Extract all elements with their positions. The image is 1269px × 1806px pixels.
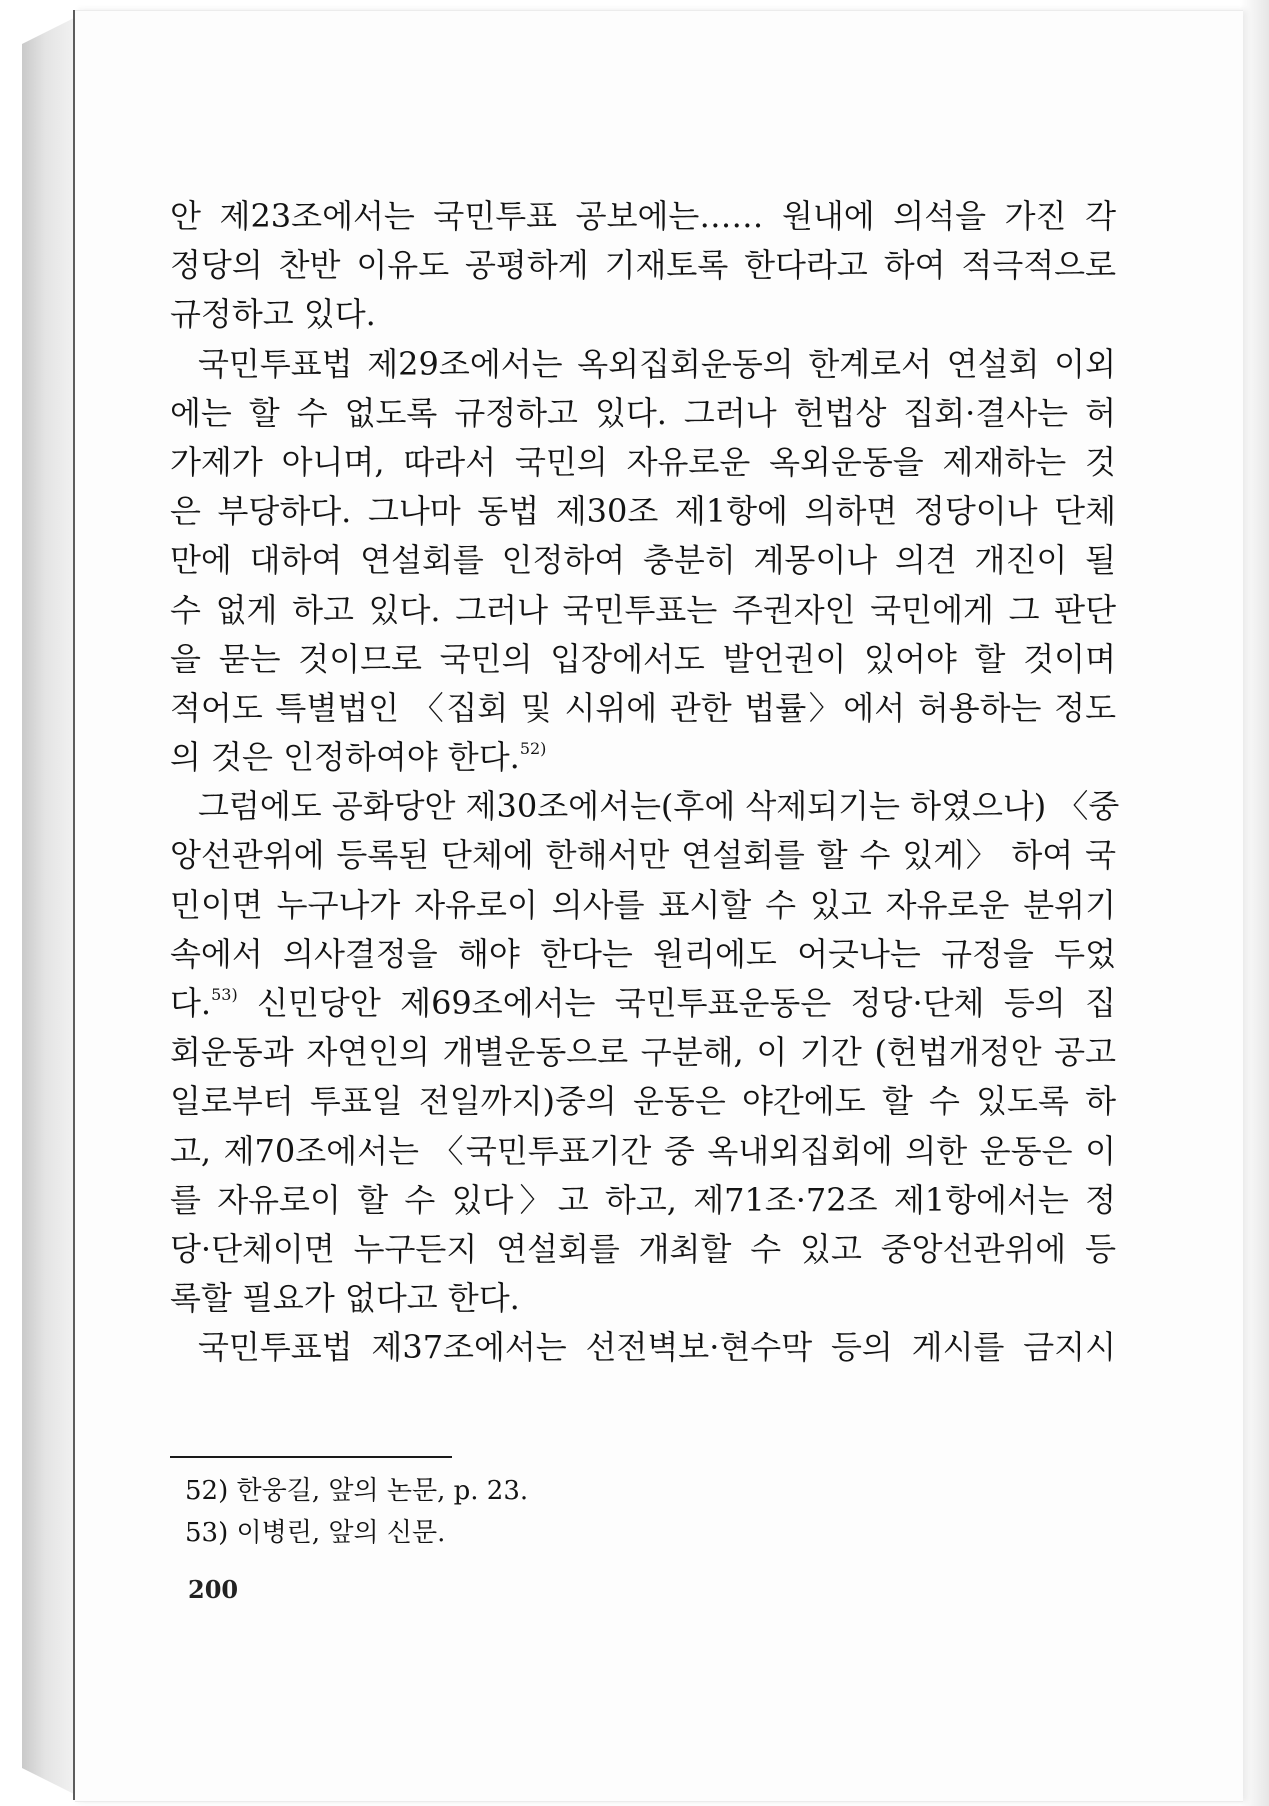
text-line-content: 수 없게 하고 있다. 그러나 국민투표는 주권자인 국민에게 그 판단 [170, 590, 1116, 629]
text-line-content: 다. [170, 984, 212, 1022]
text-line [170, 1176, 1116, 1225]
text-line-content: 록할 필요가 없다고 한다. [170, 1279, 520, 1318]
text-line-content: 국민투표법 제29조에서는 옥외집회운동의 한계로서 연설회 이외 [198, 344, 1116, 383]
text-line [170, 1127, 1116, 1176]
text-line [170, 1028, 1116, 1077]
text-line [170, 1225, 1116, 1274]
footnote-ref: 53) [211, 985, 238, 1004]
footnote-52: 52) 한웅길, 앞의 논문, p. 23. [185, 1476, 529, 1506]
text-line-content: 안 제23조에서는 국민투표 공보에는…… 원내에 의석을 가진 각 [170, 197, 1116, 235]
text-line-content: 회운동과 자연인의 개별운동으로 구분해, 이 기간 (헌법개정안 공고 [170, 1033, 1116, 1072]
text-line-content: 은 부당하다. 그나마 동법 제30조 제1항에 의하면 정당이나 단체 [170, 492, 1116, 531]
text-line-content: 당·단체이면 누구든지 연설회를 개최할 수 있고 중앙선관위에 등 [170, 1229, 1116, 1268]
text-line-content: 앙선관위에 등록된 단체에 한해서만 연설회를 할 수 있게〉 하여 국 [170, 836, 1116, 875]
text-line [170, 438, 1116, 487]
page-shadow [1240, 0, 1269, 1806]
text-line [170, 1323, 1116, 1372]
text-line-content: 그럼에도 공화당안 제30조에서는(후에 삭제되기는 하였으나) 〈중 [198, 787, 1120, 826]
text-line [170, 241, 1116, 290]
text-line [170, 733, 1116, 782]
footnotes [185, 1470, 885, 1554]
book-spine [22, 18, 74, 1794]
text-line-content: 만에 대하여 연설회를 인정하여 충분히 계몽이나 의견 개진이 될 [170, 541, 1116, 580]
text-line-content: 적어도 특별법인 〈집회 및 시위에 관한 법률〉에서 허용하는 정도 [170, 688, 1116, 727]
text-line [170, 389, 1116, 438]
text-line [170, 536, 1116, 585]
text-line [170, 881, 1116, 930]
text-line [170, 979, 1116, 1028]
text-line [170, 340, 1116, 389]
text-line [170, 290, 1116, 339]
text-line-content: 에는 할 수 없도록 규정하고 있다. 그러나 헌법상 집회·결사는 허 [170, 393, 1116, 432]
footnote-53: 53) 이병린, 앞의 신문. [185, 1518, 446, 1548]
text-line [170, 930, 1116, 979]
text-line [170, 831, 1116, 880]
text-line-content: 국민투표법 제37조에서는 선전벽보·현수막 등의 게시를 금지시 [198, 1328, 1116, 1367]
text-line-continuation: 신민당안 제69조에서는 국민투표운동은 정당·단체 등의 집 [237, 984, 1116, 1022]
text-line-content: 을 묻는 것이므로 국민의 입장에서도 발언권이 있어야 할 것이며 [170, 639, 1116, 678]
text-line [170, 782, 1120, 831]
text-line-content: 일로부터 투표일 전일까지)중의 운동은 야간에도 할 수 있도록 하 [170, 1082, 1116, 1121]
text-line [170, 635, 1116, 684]
text-line [170, 487, 1116, 536]
text-line-content: 정당의 찬반 이유도 공평하게 기재토록 한다라고 하여 적극적으로 [170, 246, 1116, 285]
text-line-content: 고, 제70조에서는 〈국민투표기간 중 옥내외집회에 의한 운동은 이 [170, 1131, 1116, 1170]
text-line-content: 규정하고 있다. [170, 295, 376, 334]
text-line [170, 1077, 1116, 1126]
text-line [170, 684, 1116, 733]
text-line-content: 속에서 의사결정을 해야 한다는 원리에도 어긋나는 규정을 두었 [170, 934, 1116, 973]
book-spine-edge [73, 10, 75, 1800]
text-line-content: 민이면 누구나가 자유로이 의사를 표시할 수 있고 자유로운 분위기 [170, 885, 1116, 924]
footnote-ref: 52) [519, 739, 547, 759]
body-text [170, 192, 1120, 1373]
text-line [170, 1274, 1116, 1323]
text-line [170, 586, 1116, 635]
text-line-content: 가제가 아니며, 따라서 국민의 자유로운 옥외운동을 제재하는 것 [170, 442, 1116, 481]
text-line [170, 192, 1116, 241]
text-line-content: 의 것은 인정하여야 한다. [170, 738, 520, 777]
footnote-rule [170, 1456, 452, 1458]
page-number: 200 [188, 1575, 239, 1604]
text-line-content: 를 자유로이 할 수 있다〉고 하고, 제71조·72조 제1항에서는 정 [170, 1180, 1116, 1219]
